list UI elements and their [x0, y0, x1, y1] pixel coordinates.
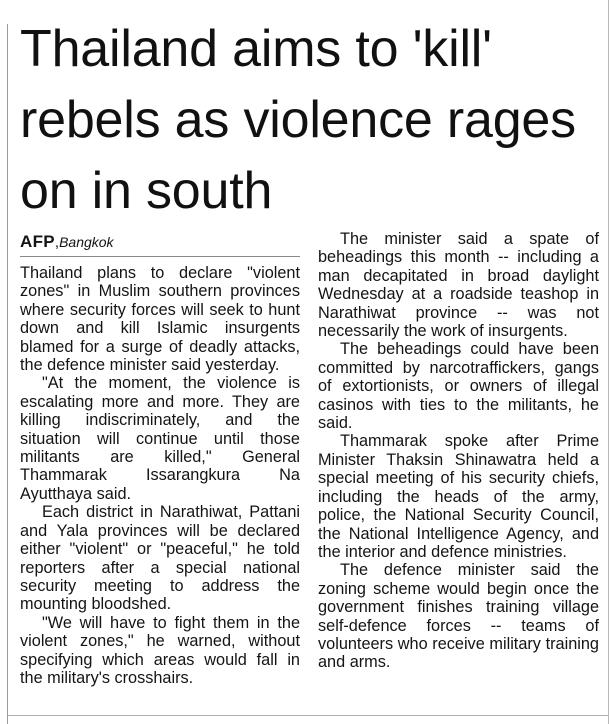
- article-column-right: [318, 230, 599, 672]
- article-column-left: [20, 264, 300, 687]
- left-column-rule: [7, 24, 8, 724]
- article-paragraph: "We will have to fight them in the violent zones," he warned, without specifying which areas would fall in the military's crosshairs.: [20, 613, 300, 687]
- byline-dateline: Bangkok: [59, 234, 114, 250]
- bottom-rule: [8, 715, 608, 716]
- byline-agency: AFP: [20, 232, 55, 251]
- article-paragraph: The defence minister said the zoning scheme would begin once the government finishes training village self-defence forces -- teams of volunteers who receive military training and arms.: [318, 561, 599, 672]
- article-paragraph: The beheadings could have been committed by narcotraffickers, gangs of extortionists, or owners of illegal casinos with ties to the militants, he said.: [318, 340, 599, 433]
- byline: [20, 232, 300, 257]
- article-paragraph: Thailand plans to declare "violent zones" in Muslim southern provinces where security forces will seek to hunt down and kill Islamic insurgents blamed for a surge of deadly attacks, the defence minister said yesterday.: [20, 264, 300, 375]
- headline: Thailand aims to 'kill' rebels as violence rages on in south: [20, 20, 576, 220]
- article-paragraph: Each district in Narathiwat, Pattani and Yala provinces will be declared either "violent" or "peaceful," he told reporters after a special national security meeting to address the mounting bloodshed.: [20, 503, 300, 614]
- article-paragraph: Thammarak spoke after Prime Minister Thaksin Shinawatra held a special meeting of his security chiefs, including the heads of the army, police, the National Security Council, the National Intelligence Agency, and the interior and defence ministries.: [318, 432, 599, 561]
- article-paragraph: "At the moment, the violence is escalating more and more. They are killing indiscriminately, and the situation will continue until those militants are killed," General Thammarak Issarangkura Na Ayutthaya said.: [20, 374, 300, 503]
- article-paragraph: The minister said a spate of beheadings this month -- including a man decapitated in broad daylight Wednesday at a roadside teashop in Narathiwat province -- was not necessarily the work of insurgents.: [318, 230, 599, 341]
- right-edge-rule: [608, 0, 609, 724]
- byline-separator: ,: [54, 234, 60, 251]
